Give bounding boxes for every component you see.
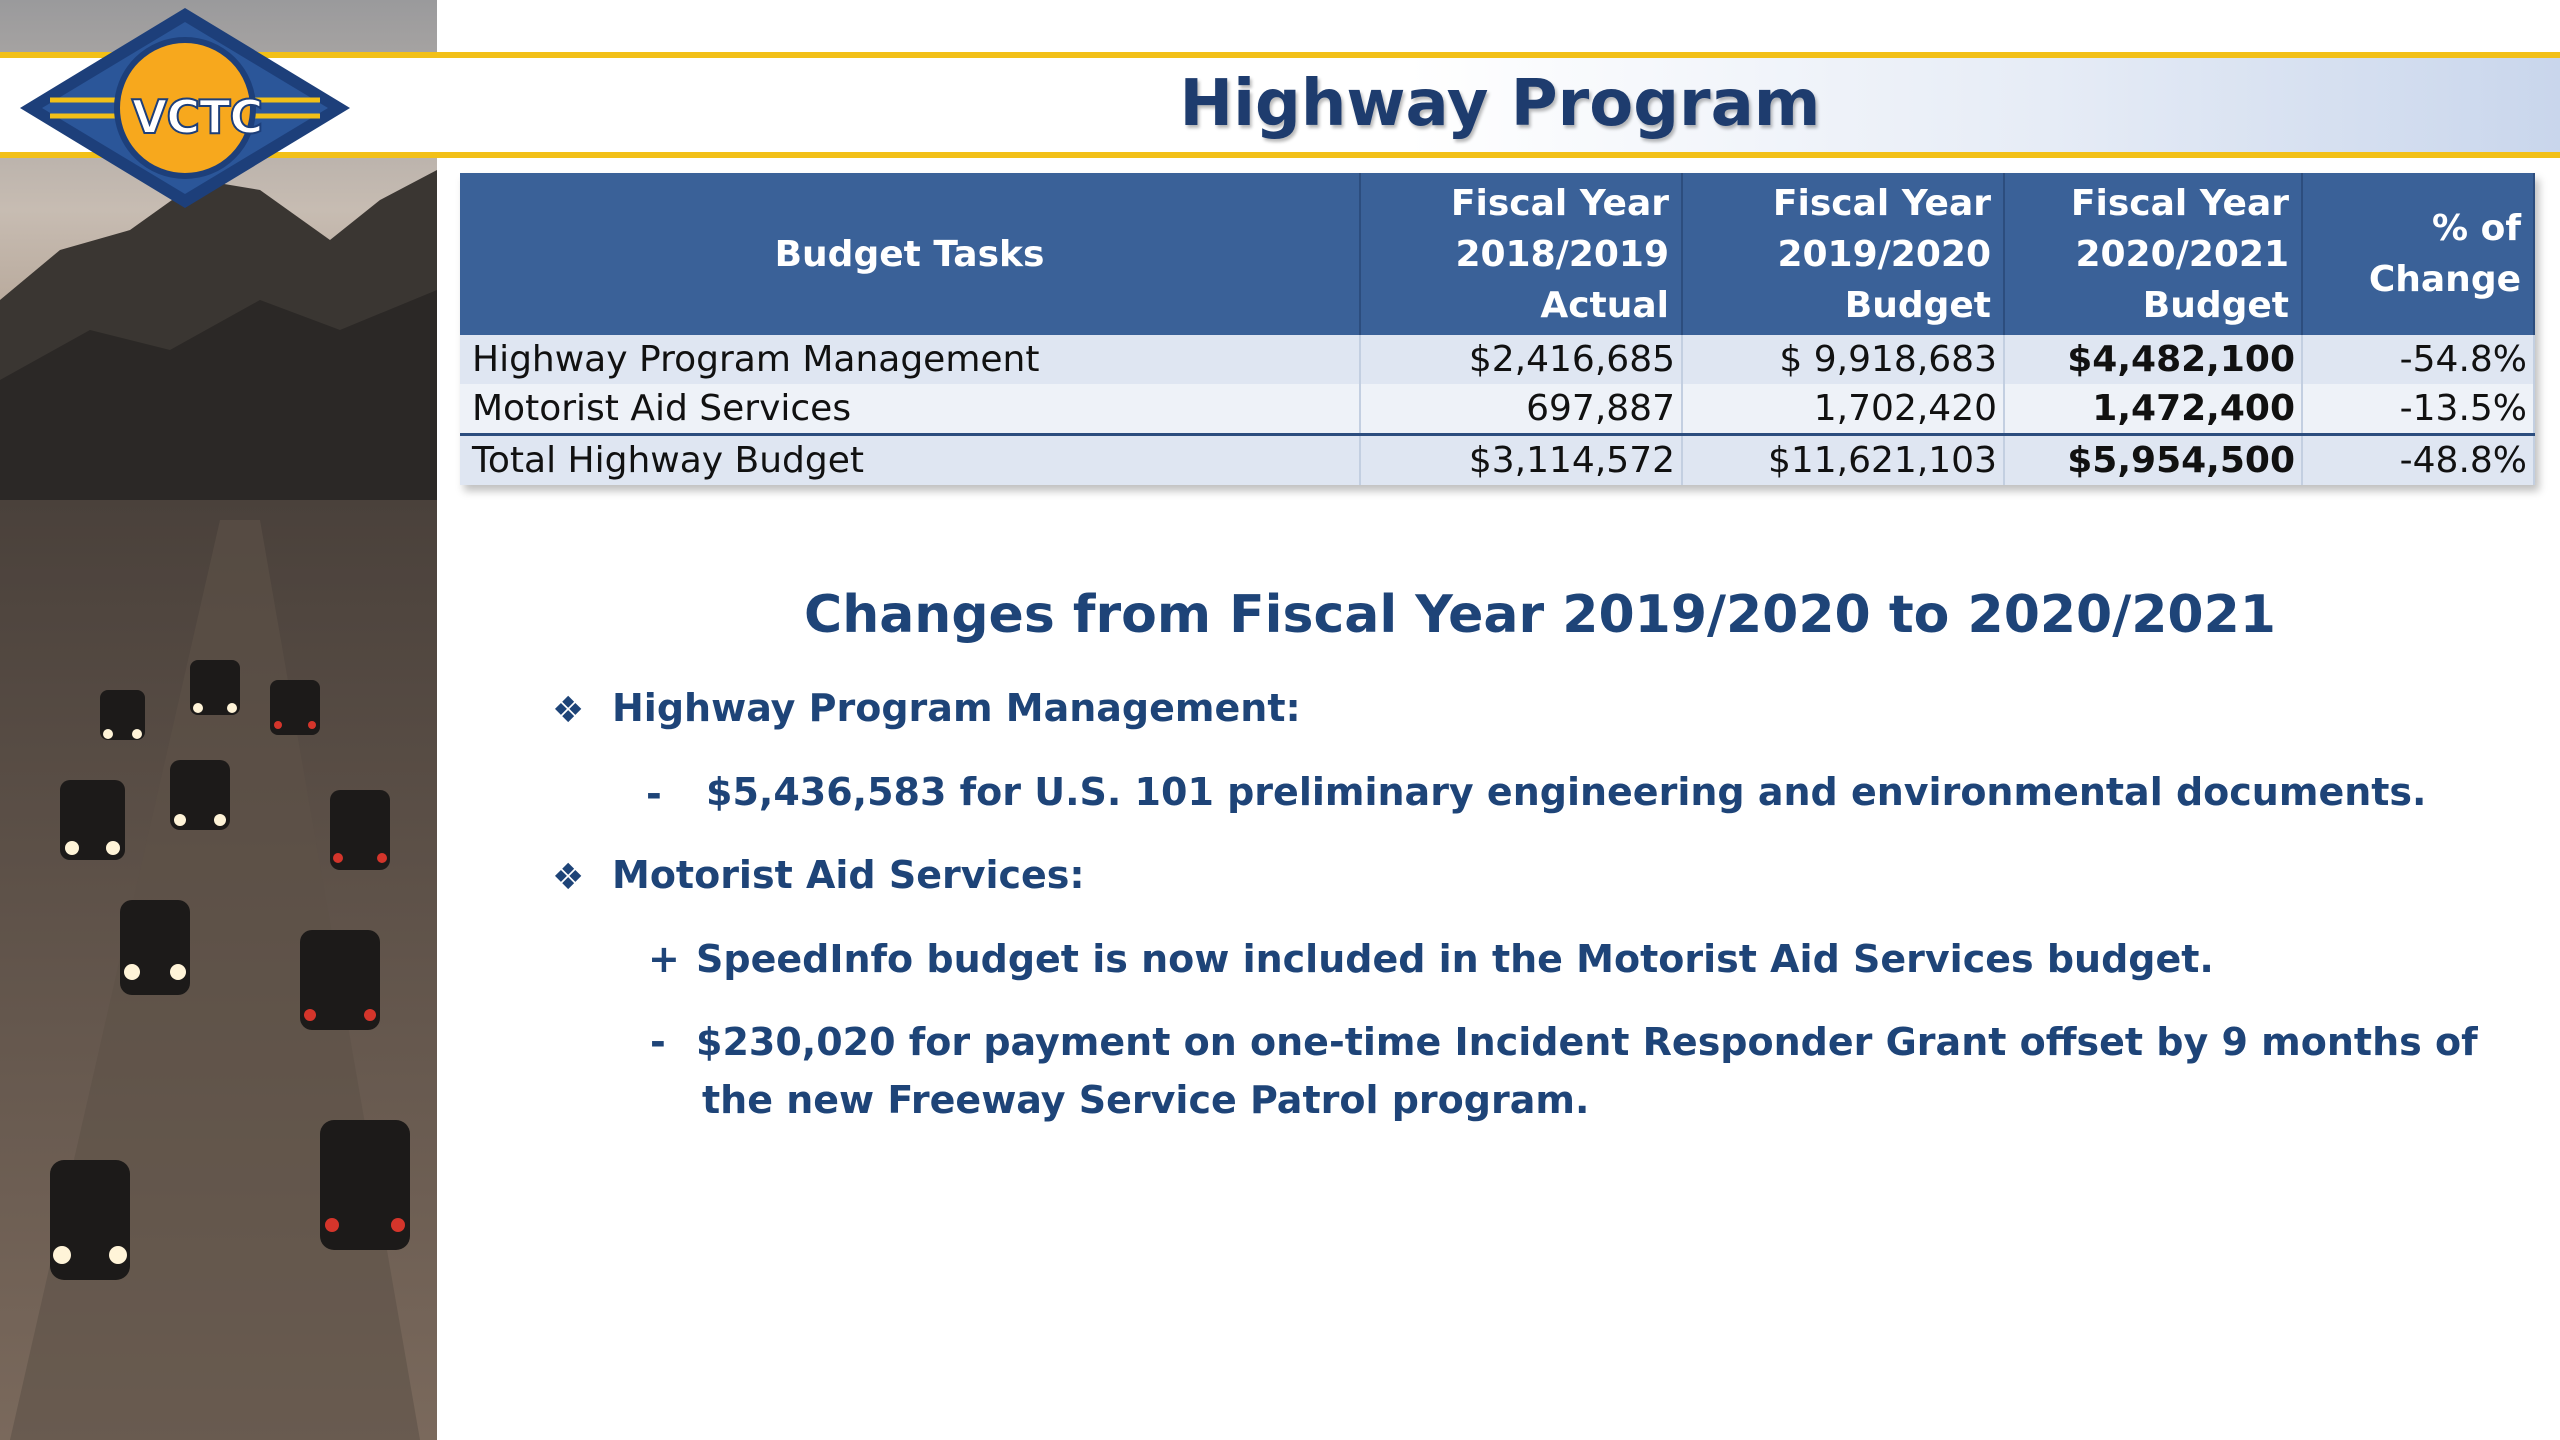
header-pct-change: % of Change xyxy=(2302,173,2534,335)
cell-fy2: $11,621,103 xyxy=(1682,435,2004,486)
cell-pct: -48.8% xyxy=(2302,435,2534,486)
diamond-bullet-icon: ❖ xyxy=(552,857,585,898)
vctc-logo xyxy=(10,8,360,208)
cell-task: Highway Program Management xyxy=(460,335,1360,384)
table-header-row xyxy=(460,173,2534,335)
section-title-motorist: Motorist Aid Services: xyxy=(612,853,1085,897)
cell-fy1: $2,416,685 xyxy=(1360,335,1682,384)
cell-fy3: $5,954,500 xyxy=(2004,435,2302,486)
item-motorist-2-line2: the new Freeway Service Patrol program. xyxy=(702,1078,1590,1122)
cell-fy2: $ 9,918,683 xyxy=(1682,335,2004,384)
header-fy-2019-2020: Fiscal Year 2019/2020 Budget xyxy=(1682,173,2004,335)
plus-marker: + xyxy=(648,937,680,981)
cell-task: Motorist Aid Services xyxy=(460,384,1360,435)
item-motorist-2-line1: $230,020 for payment on one-time Incident Responder Grant offset by 9 months of xyxy=(696,1020,2478,1064)
cell-pct: -13.5% xyxy=(2302,384,2534,435)
changes-heading: Changes from Fiscal Year 2019/2020 to 2020/2021 xyxy=(804,585,2276,645)
diamond-bullet-icon: ❖ xyxy=(552,690,585,731)
minus-marker: - xyxy=(646,772,662,816)
cell-fy3: 1,472,400 xyxy=(2004,384,2302,435)
cell-fy2: 1,702,420 xyxy=(1682,384,2004,435)
cell-fy3: $4,482,100 xyxy=(2004,335,2302,384)
cell-fy1: $3,114,572 xyxy=(1360,435,1682,486)
header-fy-2018-2019: Fiscal Year 2018/2019 Actual xyxy=(1360,173,1682,335)
page-title: Highway Program xyxy=(1179,67,1821,141)
table-row xyxy=(460,384,2534,435)
header-fy-2020-2021: Fiscal Year 2020/2021 Budget xyxy=(2004,173,2302,335)
minus-marker: - xyxy=(650,1020,666,1064)
item-highway-1: $5,436,583 for U.S. 101 preliminary engineering and environmental documents. xyxy=(706,770,2427,814)
cell-task: Total Highway Budget xyxy=(460,435,1360,486)
highway-photo xyxy=(0,0,437,1440)
header-budget-tasks: Budget Tasks xyxy=(460,173,1360,335)
budget-table xyxy=(460,173,2535,485)
table-row xyxy=(460,335,2534,384)
item-motorist-1: SpeedInfo budget is now included in the Motorist Aid Services budget. xyxy=(696,937,2214,981)
cell-pct: -54.8% xyxy=(2302,335,2534,384)
logo-text: VCTC xyxy=(131,90,263,144)
table-total-row xyxy=(460,435,2534,486)
cell-fy1: 697,887 xyxy=(1360,384,1682,435)
section-title-highway: Highway Program Management: xyxy=(612,686,1301,730)
